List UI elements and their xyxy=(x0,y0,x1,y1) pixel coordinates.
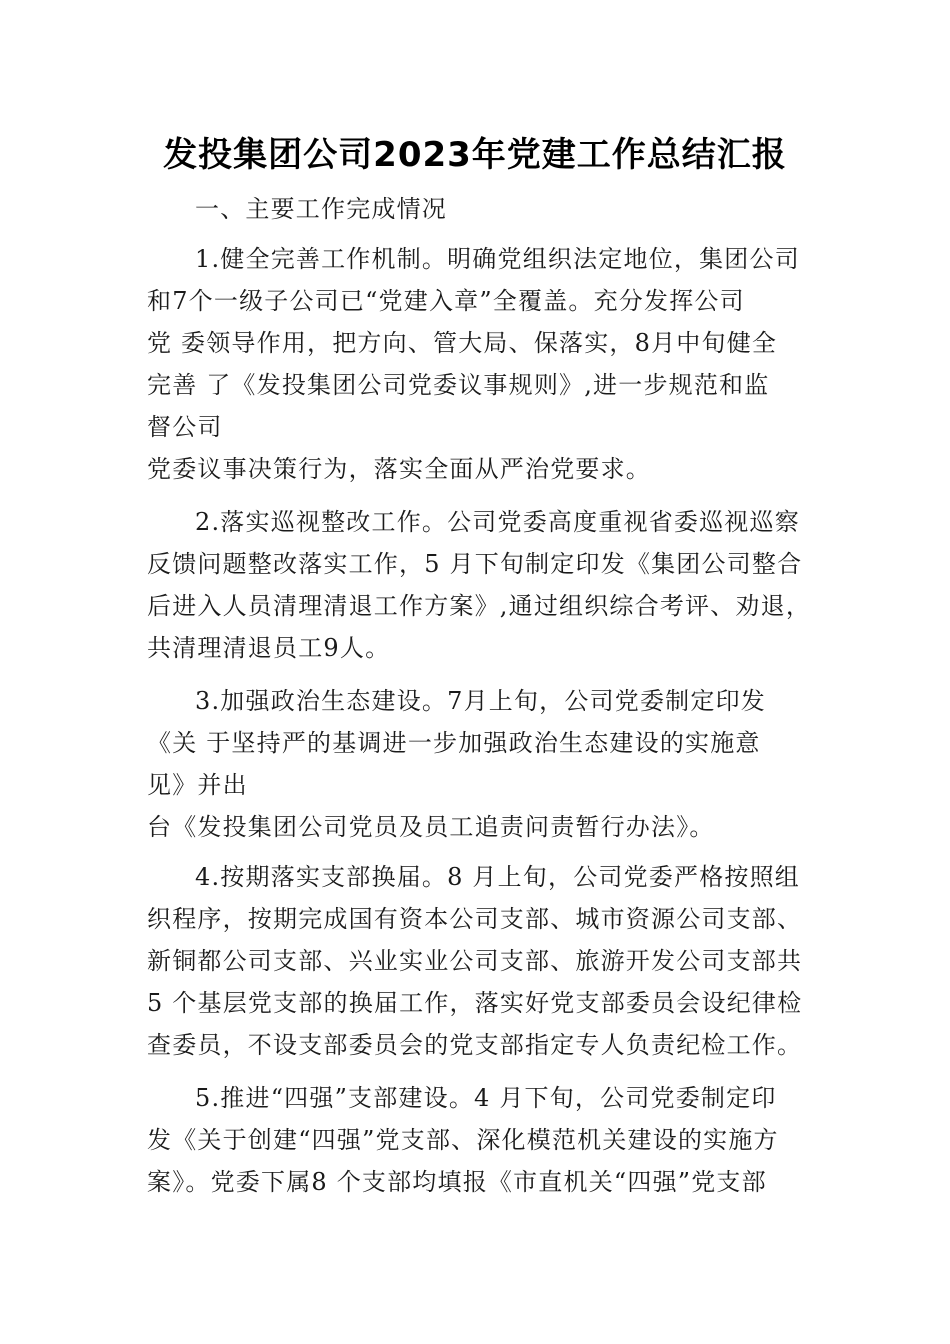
paragraph-line: 共清理清退员工9人。 xyxy=(147,634,391,662)
paragraph-line: 见》并出 xyxy=(147,771,248,799)
paragraph-line: 织程序，按期完成国有资本公司支部、城市资源公司支部、 xyxy=(147,905,803,933)
paragraph-line: 1.健全完善工作机制。明确党组织法定地位，集团公司 xyxy=(195,245,800,273)
paragraph-line: 5.推进“四强”支部建设。4 月下旬，公司党委制定印 xyxy=(195,1084,777,1112)
paragraph-line: 反馈问题整改落实工作，5 月下旬制定印发《集团公司整合 xyxy=(147,550,803,578)
section-heading: 一、主要工作完成情况 xyxy=(195,195,447,223)
paragraph-line: 2.落实巡视整改工作。公司党委高度重视省委巡视巡察 xyxy=(195,508,800,536)
paragraph-line: 案》。党委下属8 个支部均填报《市直机关“四强”党支部 xyxy=(147,1168,767,1196)
paragraph-line: 党 委领导作用，把方向、管大局、保落实，8月中旬健全 xyxy=(147,329,778,357)
paragraph-line: 《关 于坚持严的基调进一步加强政治生态建设的实施意 xyxy=(147,729,761,757)
paragraph-line: 后进入人员清理清退工作方案》,通过组织综合考评、劝退， xyxy=(147,592,812,620)
paragraph-line: 发《关于创建“四强”党支部、深化模范机关建设的实施方 xyxy=(147,1126,779,1154)
paragraph-line: 4.按期落实支部换届。8 月上旬，公司党委严格按照组 xyxy=(195,863,800,891)
paragraph-line: 查委员，不设支部委员会的党支部指定专人负责纪检工作。 xyxy=(147,1031,803,1059)
paragraph-line: 5 个基层党支部的换届工作，落实好党支部委员会设纪律检 xyxy=(147,989,803,1017)
document-title: 发投集团公司2023年党建工作总结汇报 xyxy=(163,135,787,175)
paragraph-line: 党委议事决策行为，落实全面从严治党要求。 xyxy=(147,455,651,483)
paragraph-line: 3.加强政治生态建设。7月上旬，公司党委制定印发 xyxy=(195,687,766,715)
paragraph-line: 新铜都公司支部、兴业实业公司支部、旅游开发公司支部共 xyxy=(147,947,803,975)
paragraph-line: 和7个一级子公司已“党建入章”全覆盖。充分发挥公司 xyxy=(147,287,745,315)
paragraph-line: 督公司 xyxy=(147,413,223,441)
paragraph-line: 台《发投集团公司党员及员工追责问责暂行办法》。 xyxy=(147,813,715,841)
paragraph-line: 完善 了《发投集团公司党委议事规则》,进一步规范和监 xyxy=(147,371,770,399)
